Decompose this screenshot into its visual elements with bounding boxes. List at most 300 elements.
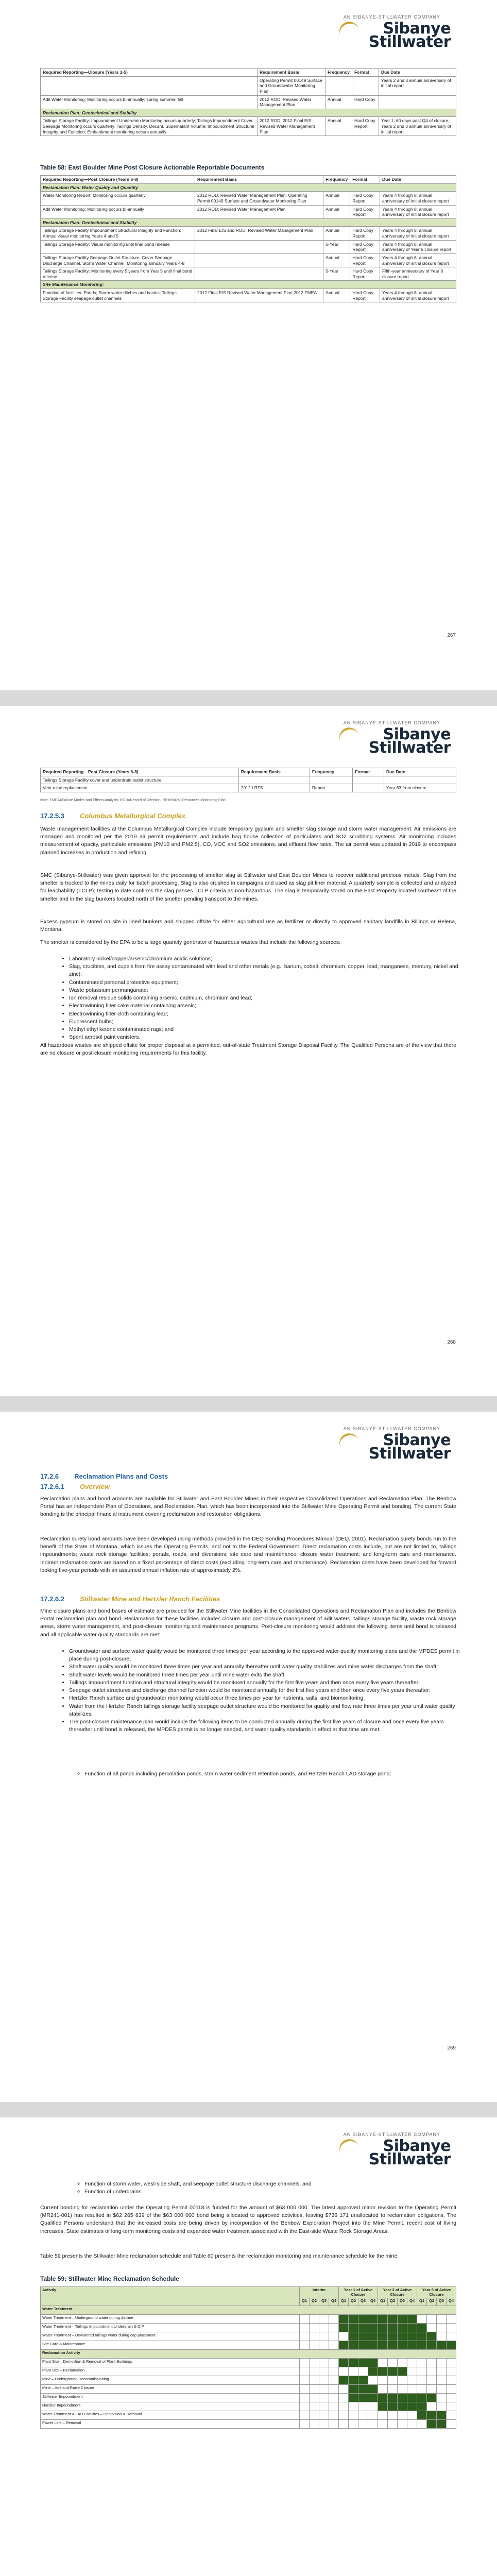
schedule-empty-cell xyxy=(378,2376,388,2384)
table-cell: Annual xyxy=(323,192,350,205)
page-269 xyxy=(0,1412,497,2102)
list-item: • Water from the Hertzler Ranch tailings storage facility seepage outlet structure would be monitored for quality and flow rate three times per year until water quality stabilizes; xyxy=(69,1703,460,1718)
schedule-empty-cell xyxy=(427,2323,437,2332)
table-cell: Hard Copy Report xyxy=(352,117,379,136)
table-subheader-cell: Reclamation Plan: Water Quality and Quantity xyxy=(41,183,456,192)
table-cell xyxy=(195,253,323,267)
schedule-active-cell xyxy=(427,2393,437,2402)
schedule-active-cell xyxy=(349,2376,358,2384)
schedule-active-cell xyxy=(388,2341,398,2349)
brand-logo: AN SIBANYE-STILLWATER COMPANY Sibanye Stillwater xyxy=(327,14,451,50)
schedule-quarter-cell: Q2 xyxy=(388,2298,398,2306)
schedule-active-cell xyxy=(417,2323,427,2332)
schedule-activity-label: Water Treatment & LAD Facilities – Demolition & Removal xyxy=(41,2411,300,2419)
table-cell: Fifth-year anniversary of Year 8 closure report xyxy=(380,267,456,281)
schedule-activity-header: Activity xyxy=(41,2287,300,2306)
brand-logo: AN SIBANYE-STILLWATER COMPANY Sibanye Stillwater xyxy=(327,1426,451,1462)
schedule-empty-cell xyxy=(319,2411,329,2419)
paragraph: Mine closure plans and bond bases of estimate are provided for the Stillwater Mine facilities in the Consolidated Operations and Reclamation Plan and includes the Benbow Portal reclamation plan and bond. Reclamation for these facilities includes closure and post-closure management of adit waters, tailings storage facility, waste rock storage areas, storm water management, and post-closure monitoring and maintenance programs. Post-closure monitoring would address the following items until bond is released and all applicable water quality standards are met: xyxy=(40,1608,456,1638)
schedule-empty-cell xyxy=(319,2358,329,2367)
schedule-empty-cell xyxy=(319,2341,329,2349)
schedule-period-header: Year 1 of Active Closure xyxy=(339,2287,378,2298)
schedule-row xyxy=(41,2314,456,2323)
schedule-active-cell xyxy=(349,2323,358,2332)
schedule-active-cell xyxy=(398,2332,407,2341)
schedule-empty-cell xyxy=(300,2411,310,2419)
table-cell: Annual xyxy=(323,289,350,302)
subsection-heading: 17.2.6.2 Stillwater Mine and Hertzler Ranch Facilities xyxy=(40,1595,220,1603)
table-row xyxy=(41,76,456,95)
list-item: • Shaft water levels would be monitored three times per year until mine water exits the shaft; xyxy=(69,1671,460,1679)
schedule-active-cell xyxy=(378,2367,388,2376)
schedule-empty-cell xyxy=(437,2323,447,2332)
schedule-active-cell xyxy=(358,2393,368,2402)
schedule-active-cell xyxy=(358,2332,368,2341)
schedule-active-cell xyxy=(398,2323,407,2332)
schedule-empty-cell xyxy=(300,2323,310,2332)
hazardous-waste-list xyxy=(62,955,460,1041)
table-row xyxy=(41,95,456,109)
table-cell: Adit Water Monitoring: Monitoring occurs bi-annually xyxy=(41,205,195,218)
schedule-empty-cell xyxy=(349,2402,358,2411)
table-cell: Years 4 through 8: annual anniversary of initial closure report xyxy=(380,253,456,267)
schedule-empty-cell xyxy=(368,2402,378,2411)
schedule-group-row xyxy=(41,2349,456,2358)
schedule-active-cell xyxy=(447,2341,456,2349)
schedule-empty-cell xyxy=(437,2367,447,2376)
schedule-active-cell xyxy=(388,2367,398,2376)
list-item: • Groundwater and surface water quality would be monitored three times per year according to the approved water quality monitoring plans and the MPDES permit in place during post-closure; xyxy=(69,1648,460,1663)
schedule-empty-cell xyxy=(398,2419,407,2428)
schedule-empty-cell xyxy=(447,2384,456,2393)
schedule-row xyxy=(41,2358,456,2367)
schedule-empty-cell xyxy=(329,2376,339,2384)
maintenance-sub-list xyxy=(77,1770,460,1778)
table-cell: Hard Copy Report xyxy=(350,289,380,302)
schedule-active-cell xyxy=(398,2393,407,2402)
schedule-empty-cell xyxy=(447,2323,456,2332)
schedule-empty-cell xyxy=(310,2411,319,2419)
table-subheader-row xyxy=(41,281,456,289)
table-row xyxy=(41,784,456,792)
schedule-empty-cell xyxy=(368,2411,378,2419)
schedule-active-cell xyxy=(427,2332,437,2341)
schedule-active-cell xyxy=(427,2341,437,2349)
schedule-active-cell xyxy=(339,2358,349,2367)
schedule-quarter-cell: Q2 xyxy=(427,2298,437,2306)
schedule-period-header: Interim xyxy=(300,2287,339,2298)
list-item: • Fluorescent bulbs; xyxy=(69,1018,460,1026)
schedule-row xyxy=(41,2384,456,2393)
table-cell: Report xyxy=(310,784,353,792)
schedule-empty-cell xyxy=(349,2367,358,2376)
schedule-activity-label: Water Treatment – Dewatered tailings water during cap placement xyxy=(41,2332,300,2341)
table-cell: Vent raise replacement xyxy=(41,784,239,792)
page-270 xyxy=(0,2117,497,2576)
schedule-activity-label: Stillwater Impoundment xyxy=(41,2393,300,2402)
schedule-row xyxy=(41,2367,456,2376)
schedule-empty-cell xyxy=(310,2376,319,2384)
table-row xyxy=(41,776,456,784)
table-row xyxy=(41,227,456,240)
table-header-cell: Due Date xyxy=(384,768,456,776)
schedule-activity-label: Water Treatment – Underground water during decline xyxy=(41,2314,300,2323)
logo-arc-icon xyxy=(336,724,364,753)
list-item: ◦ Function of all ponds including percolation ponds, storm water sediment retention ponds, and Hertzler Ranch LAD storage pond; xyxy=(84,1770,460,1778)
schedule-empty-cell xyxy=(300,2402,310,2411)
schedule-active-cell xyxy=(368,2323,378,2332)
table-cell: Tailings Storage Facility: Visual monitoring until final bond release xyxy=(41,240,195,253)
schedule-empty-cell xyxy=(398,2411,407,2419)
schedule-quarter-cell: Q4 xyxy=(407,2298,417,2306)
table-row xyxy=(41,117,456,136)
table-cell: Years 4 through 8: annual anniversary of initial closure report xyxy=(380,192,456,205)
schedule-quarter-cell: Q1 xyxy=(300,2298,310,2306)
schedule-empty-cell xyxy=(427,2358,437,2367)
schedule-quarter-cell: Q4 xyxy=(368,2298,378,2306)
table-row xyxy=(41,205,456,218)
schedule-empty-cell xyxy=(339,2402,349,2411)
table-cell: Year 63 from closure xyxy=(384,784,456,792)
table-subheader-cell: Site Maintenance Monitoring: xyxy=(41,281,456,289)
schedule-active-cell xyxy=(368,2358,378,2367)
page-gap xyxy=(0,1396,497,1412)
list-item: • Hertzler Ranch surface and groundwater monitoring would occur three times per year for nutrients, salts, and biomonitoring; xyxy=(69,1694,460,1702)
table-cell: Years 4 through 8: annual anniversary of initial closure report xyxy=(380,289,456,302)
schedule-empty-cell xyxy=(329,2323,339,2332)
table-header-cell: Requirement Basis xyxy=(195,176,323,184)
schedule-active-cell xyxy=(378,2332,388,2341)
table-header-cell: Format xyxy=(350,176,380,184)
schedule-empty-cell xyxy=(378,2384,388,2393)
subsection-heading: 17.2.6.1 Overview xyxy=(40,1483,110,1490)
page-number: 267 xyxy=(447,633,456,638)
table-cell: Tailings Storage Facility: Monitoring every 5 years from Year 5 until final bond release xyxy=(41,267,195,281)
table-cell: 2012 LRTS xyxy=(238,784,310,792)
schedule-empty-cell xyxy=(349,2419,358,2428)
table-cell xyxy=(325,76,352,95)
table-header-cell: Frequency xyxy=(323,176,350,184)
schedule-quarter-cell: Q4 xyxy=(329,2298,339,2306)
list-item: ◦ Function of underdrains. xyxy=(84,2188,460,2196)
schedule-active-cell xyxy=(407,2393,417,2402)
schedule-active-cell xyxy=(398,2402,407,2411)
schedule-activity-label: Water Treatment – Tailings Impoundment Underdrain & CIP xyxy=(41,2323,300,2332)
schedule-active-cell xyxy=(407,2341,417,2349)
schedule-active-cell xyxy=(388,2402,398,2411)
schedule-empty-cell xyxy=(319,2314,329,2323)
schedule-period-header: Year 3 of Active Closure xyxy=(417,2287,456,2298)
schedule-quarter-cell: Q4 xyxy=(447,2298,456,2306)
table-cell: Years 2 and 3 annual anniversary of initial report xyxy=(379,76,456,95)
table-cell: 5-Year xyxy=(323,240,350,253)
schedule-active-cell xyxy=(417,2411,427,2419)
table-cell xyxy=(384,776,456,784)
schedule-empty-cell xyxy=(319,2323,329,2332)
table-cell: Annual xyxy=(325,117,352,136)
table-row xyxy=(41,192,456,205)
brand-logo: AN SIBANYE-STILLWATER COMPANY Sibanye Stillwater xyxy=(327,720,451,756)
paragraph: Reclamation surety bond amounts have been developed using methods provided in the DEQ Bonding Procedures Manual (DEQ, 2001). Reclamation surety bonds run to the benefit of the State of Montana, which issues the Operating Permits, and not to the Federal Government. Direct reclamation costs include, but are not limited to, tailings impoundments; waste rock storage facilities; portals, roads, and diversions; site care and maintenance; closure water treatment; and long-term care and maintenance. Indirect reclamation costs are based on a fixed percentage of direct costs (excluding long-term care and maintenance). Reclamation costs have been developed for forward looking five-year periods with an assumed annual inflation rate of approximately 2%. xyxy=(40,1536,456,1573)
schedule-empty-cell xyxy=(388,2411,398,2419)
table-cell xyxy=(41,76,258,95)
schedule-active-cell xyxy=(349,2341,358,2349)
table-cell: 2012 Final EIS and ROD; Revised Water Management Plan xyxy=(195,227,323,240)
table-cell: Tailings Storage Facility Impoundment Structural Integrity and Function; Annual visual monitoring Years 4 and 5 xyxy=(41,227,195,240)
schedule-quarter-cell: Q3 xyxy=(398,2298,407,2306)
schedule-empty-cell xyxy=(358,2411,368,2419)
schedule-activity-label: Hertzler Impoundment xyxy=(41,2402,300,2411)
schedule-active-cell xyxy=(398,2314,407,2323)
schedule-active-cell xyxy=(339,2341,349,2349)
schedule-active-cell xyxy=(358,2314,368,2323)
table-cell: Adit Water Monitoring: Monitoring occurs bi-annually; spring summer, fall xyxy=(41,95,258,109)
schedule-empty-cell xyxy=(329,2341,339,2349)
schedule-active-cell xyxy=(358,2341,368,2349)
list-item: • Slag, crucibles, and cupels from fire assay contaminated with lead and other metals (e.g., barium, cobalt, chromium, copper, lead, manganese, mercury, nickel and zinc); xyxy=(69,963,460,978)
schedule-empty-cell xyxy=(300,2332,310,2341)
paragraph: All hazardous wastes are shipped offsite for proper disposal at a permitted, out-of-state Treatment Storage Disposal Facility. The Qualified Persons are of the view that there are no closure or post-closure monitoring requirements for this facility. xyxy=(40,1042,456,1057)
schedule-empty-cell xyxy=(358,2419,368,2428)
table-header-cell: Format xyxy=(353,768,384,776)
table-cell xyxy=(353,776,384,784)
table-cell: Years 4 through 8: annual anniversary of Year 5 closure report xyxy=(380,240,456,253)
table-header-cell: Required Reporting—Post Closure (Years 6-8) xyxy=(41,768,239,776)
schedule-empty-cell xyxy=(319,2393,329,2402)
schedule-empty-cell xyxy=(447,2419,456,2428)
schedule-active-cell xyxy=(407,2323,417,2332)
table-cell: Annual xyxy=(325,95,352,109)
table-cell: Hard Copy Report xyxy=(350,205,380,218)
list-item: • The post-closure maintenance plan would include the following items to be conducted annually during the first five years of closure and once every five years thereafter until bond is released, the MPDES permit is no longer needed, and water quality standards in effect at that time are met: xyxy=(69,1718,460,1734)
schedule-empty-cell xyxy=(437,2314,447,2323)
schedule-quarter-cell: Q2 xyxy=(349,2298,358,2306)
schedule-row xyxy=(41,2323,456,2332)
schedule-active-cell xyxy=(368,2314,378,2323)
schedule-active-cell xyxy=(349,2332,358,2341)
table-cell: Function of facilities: Ponds; Storm water ditches and basins; Tailings Storage Facility seepage outlet channels xyxy=(41,289,195,302)
table-header-cell: Required Reporting—Post Closure (Years 6-8) xyxy=(41,176,195,184)
schedule-empty-cell xyxy=(417,2384,427,2393)
schedule-empty-cell xyxy=(358,2402,368,2411)
schedule-activity-label: Plant Site – Reclamation xyxy=(41,2367,300,2376)
schedule-header-row xyxy=(41,2287,456,2298)
schedule-group-row xyxy=(41,2306,456,2314)
schedule-empty-cell xyxy=(339,2419,349,2428)
table-cell: Hard Copy Report xyxy=(350,253,380,267)
schedule-group-label: Water Treatment xyxy=(41,2306,456,2314)
schedule-active-cell xyxy=(358,2384,368,2393)
table-row xyxy=(41,253,456,267)
schedule-group-label: Reclamation Activity xyxy=(41,2349,456,2358)
schedule-active-cell xyxy=(339,2314,349,2323)
page-268 xyxy=(0,706,497,1396)
schedule-empty-cell xyxy=(437,2376,447,2384)
schedule-empty-cell xyxy=(310,2384,319,2393)
table-row xyxy=(41,240,456,253)
schedule-empty-cell xyxy=(310,2332,319,2341)
list-item: • Waste potassium permanganate; xyxy=(69,987,460,994)
schedule-empty-cell xyxy=(427,2367,437,2376)
schedule-active-cell xyxy=(358,2376,368,2384)
schedule-empty-cell xyxy=(300,2419,310,2428)
schedule-active-cell xyxy=(417,2393,427,2402)
schedule-active-cell xyxy=(349,2358,358,2367)
schedule-row xyxy=(41,2376,456,2384)
table-subheader-row xyxy=(41,183,456,192)
schedule-empty-cell xyxy=(427,2376,437,2384)
schedule-empty-cell xyxy=(310,2402,319,2411)
schedule-empty-cell xyxy=(447,2411,456,2419)
table-cell: Hard Copy Report xyxy=(350,227,380,240)
schedule-row xyxy=(41,2393,456,2402)
schedule-active-cell xyxy=(437,2419,447,2428)
schedule-empty-cell xyxy=(398,2384,407,2393)
schedule-active-cell xyxy=(368,2341,378,2349)
schedule-empty-cell xyxy=(407,2367,417,2376)
table-cell: Annual xyxy=(323,227,350,240)
schedule-active-cell xyxy=(378,2341,388,2349)
table-cell: Hard Copy Report xyxy=(350,267,380,281)
schedule-empty-cell xyxy=(329,2402,339,2411)
schedule-empty-cell xyxy=(310,2419,319,2428)
table-cell: Water Monitoring Report: Monitoring occurs quarterly xyxy=(41,192,195,205)
schedule-active-cell xyxy=(417,2402,427,2411)
schedule-empty-cell xyxy=(310,2358,319,2367)
schedule-quarter-cell: Q3 xyxy=(437,2298,447,2306)
schedule-quarter-cell: Q2 xyxy=(310,2298,319,2306)
schedule-empty-cell xyxy=(319,2384,329,2393)
logo-arc-icon xyxy=(336,1430,364,1459)
schedule-empty-cell xyxy=(447,2314,456,2323)
table-cell xyxy=(195,240,323,253)
schedule-quarter-cell: Q1 xyxy=(378,2298,388,2306)
schedule-empty-cell xyxy=(319,2367,329,2376)
schedule-empty-cell xyxy=(447,2376,456,2384)
schedule-active-cell xyxy=(427,2419,437,2428)
schedule-empty-cell xyxy=(329,2358,339,2367)
schedule-quarter-cell: Q1 xyxy=(339,2298,349,2306)
schedule-active-cell xyxy=(349,2384,358,2393)
table-cell: 2012 ROD; Revised Water Management Plan xyxy=(195,205,323,218)
schedule-empty-cell xyxy=(447,2367,456,2376)
schedule-empty-cell xyxy=(319,2402,329,2411)
schedule-empty-cell xyxy=(300,2393,310,2402)
schedule-empty-cell xyxy=(310,2393,319,2402)
schedule-empty-cell xyxy=(427,2384,437,2393)
schedule-active-cell xyxy=(388,2323,398,2332)
table-cell: Hard Copy Report xyxy=(350,192,380,205)
paragraph: Table 59 presents the Stillwater Mine reclamation schedule and Table 60 presents the reclamation monitoring and maintenance schedule for the mine. xyxy=(40,2253,399,2259)
schedule-empty-cell xyxy=(407,2411,417,2419)
table-cell xyxy=(379,95,456,109)
schedule-empty-cell xyxy=(388,2384,398,2393)
table-subheader-cell: Reclamation Plan: Geotechnical and Stability xyxy=(41,218,456,227)
table-cell: Operating Permit 00149 Surface and Groundwater Monitoring Plan xyxy=(257,76,325,95)
schedule-active-cell xyxy=(437,2411,447,2419)
schedule-empty-cell xyxy=(417,2367,427,2376)
schedule-active-cell xyxy=(378,2402,388,2411)
schedule-empty-cell xyxy=(339,2393,349,2402)
table-header-row xyxy=(41,69,456,77)
schedule-active-cell xyxy=(378,2314,388,2323)
schedule-active-cell xyxy=(417,2332,427,2341)
schedule-empty-cell xyxy=(388,2376,398,2384)
list-item: ◦ Function of storm water, west-side shaft, and seepage outlet structure discharge channels; and xyxy=(84,2180,460,2188)
schedule-active-cell xyxy=(388,2393,398,2402)
schedule-empty-cell xyxy=(447,2358,456,2367)
table-header-row xyxy=(41,768,456,776)
table-cell: Years 4 through 8: annual anniversary of initial closure report xyxy=(380,205,456,218)
list-item: • Contaminated personal protective equipment; xyxy=(69,979,460,987)
schedule-empty-cell xyxy=(437,2358,447,2367)
schedule-empty-cell xyxy=(407,2358,417,2367)
section-heading: 17.2.5.3 Columbus Metallurgical Complex xyxy=(40,812,186,820)
schedule-empty-cell xyxy=(407,2376,417,2384)
schedule-empty-cell xyxy=(447,2393,456,2402)
table-cell: Year 1: 60 days past Q4 of closure; Years 2 and 3 annual anniversary of initial report xyxy=(379,117,456,136)
table-header-cell: Requirement Basis xyxy=(238,768,310,776)
table-cell: 2012 ROD; 2012 Final EIS Revised Water Management Plan xyxy=(257,117,325,136)
schedule-row xyxy=(41,2341,456,2349)
schedule-active-cell xyxy=(378,2323,388,2332)
schedule-empty-cell xyxy=(319,2332,329,2341)
post-closure-monitoring-list xyxy=(62,1648,460,1734)
table-header-cell: Requirement Basis xyxy=(257,69,325,77)
schedule-empty-cell xyxy=(447,2402,456,2411)
schedule-active-cell xyxy=(398,2341,407,2349)
schedule-row xyxy=(41,2411,456,2419)
schedule-empty-cell xyxy=(329,2419,339,2428)
schedule-active-cell xyxy=(339,2323,349,2332)
schedule-empty-cell xyxy=(378,2411,388,2419)
schedule-activity-label: Mine – Underground Decommissioning xyxy=(41,2376,300,2384)
page-267 xyxy=(0,0,497,690)
page-gap xyxy=(0,2102,497,2117)
schedule-empty-cell xyxy=(417,2314,427,2323)
schedule-empty-cell xyxy=(349,2411,358,2419)
schedule-empty-cell xyxy=(388,2419,398,2428)
schedule-quarter-cell: Q1 xyxy=(417,2298,427,2306)
table-59-caption: Table 59: Stillwater Mine Reclamation Schedule xyxy=(40,2275,179,2282)
paragraph: SMC (Sibanye-Stillwater) was given approval for the processing of smelter slag at Stillwater and East Boulder Mines to recover additional precious metals. Slag from the smelter is trucked to the mines daily for batch processing. Slag is also crushed in campaigns and used as slag pit liner material. A quarterly sample is collected and analyzed for leachability (TCLP); testing to date confirms the slag passes TCLP criteria as non-hazardous. The slag is temporarily stored on the East Property located southeast of the smelter and in the slag bunkers located north of the smelter pending transport to the mines. xyxy=(40,872,456,902)
schedule-active-cell xyxy=(437,2341,447,2349)
paragraph: Excess gypsum is stored on site in lined bunkers and shipped offsite for either agricultural use as fertilizer or directly to approved sanitary landfills in Billings or Helena, Montana. xyxy=(40,919,456,933)
table-header-cell: Frequency xyxy=(310,768,353,776)
table-header-row xyxy=(41,176,456,184)
schedule-empty-cell xyxy=(339,2411,349,2419)
schedule-empty-cell xyxy=(417,2419,427,2428)
table-57-continued xyxy=(40,68,456,136)
schedule-active-cell xyxy=(388,2314,398,2323)
schedule-empty-cell xyxy=(329,2384,339,2393)
schedule-empty-cell xyxy=(427,2314,437,2323)
schedule-active-cell xyxy=(368,2367,378,2376)
schedule-active-cell xyxy=(378,2393,388,2402)
table-cell: Annual xyxy=(323,253,350,267)
schedule-row xyxy=(41,2402,456,2411)
schedule-active-cell xyxy=(398,2367,407,2376)
page-gap xyxy=(0,690,497,706)
schedule-empty-cell xyxy=(358,2367,368,2376)
paragraph: Reclamation plans and bond amounts are available for Stillwater and East Boulder Mines in their respective Consolidated Operations and Reclamation Plan. The Benbow Portal has an independent Plan of Operations, and Reclamation Plan, which has been incorporated into the Stillwater Mine Operating Permit and bonding. The current State bonding is the principal financial instrument covering reclamation and restoration obligations. xyxy=(40,1496,456,1518)
schedule-active-cell xyxy=(407,2402,417,2411)
schedule-row xyxy=(41,2332,456,2341)
paragraph: Current bonding for reclamation under the Operating Permit 00118 is funded for the amount of $63 000 000. The latest approved minor revision to the Operating Permit (MR241-001) has resulted in $62 265 839 of the $63 000 000 bond being allocated to approved activities, leaving $736 171 unallocated to reclamation obligations. The Qualified Persons understand that the increased costs are being driven by incorporation of the Benbow Exploration Project into the Mine Permit, recent cost of living increases, State estimates of long-term monitoring costs and expanded water treatment associated with the East-side Waste Rock Storage Areas. xyxy=(40,2205,456,2234)
schedule-empty-cell xyxy=(300,2367,310,2376)
schedule-activity-label: Power Line – Removal xyxy=(41,2419,300,2428)
schedule-active-cell xyxy=(349,2393,358,2402)
